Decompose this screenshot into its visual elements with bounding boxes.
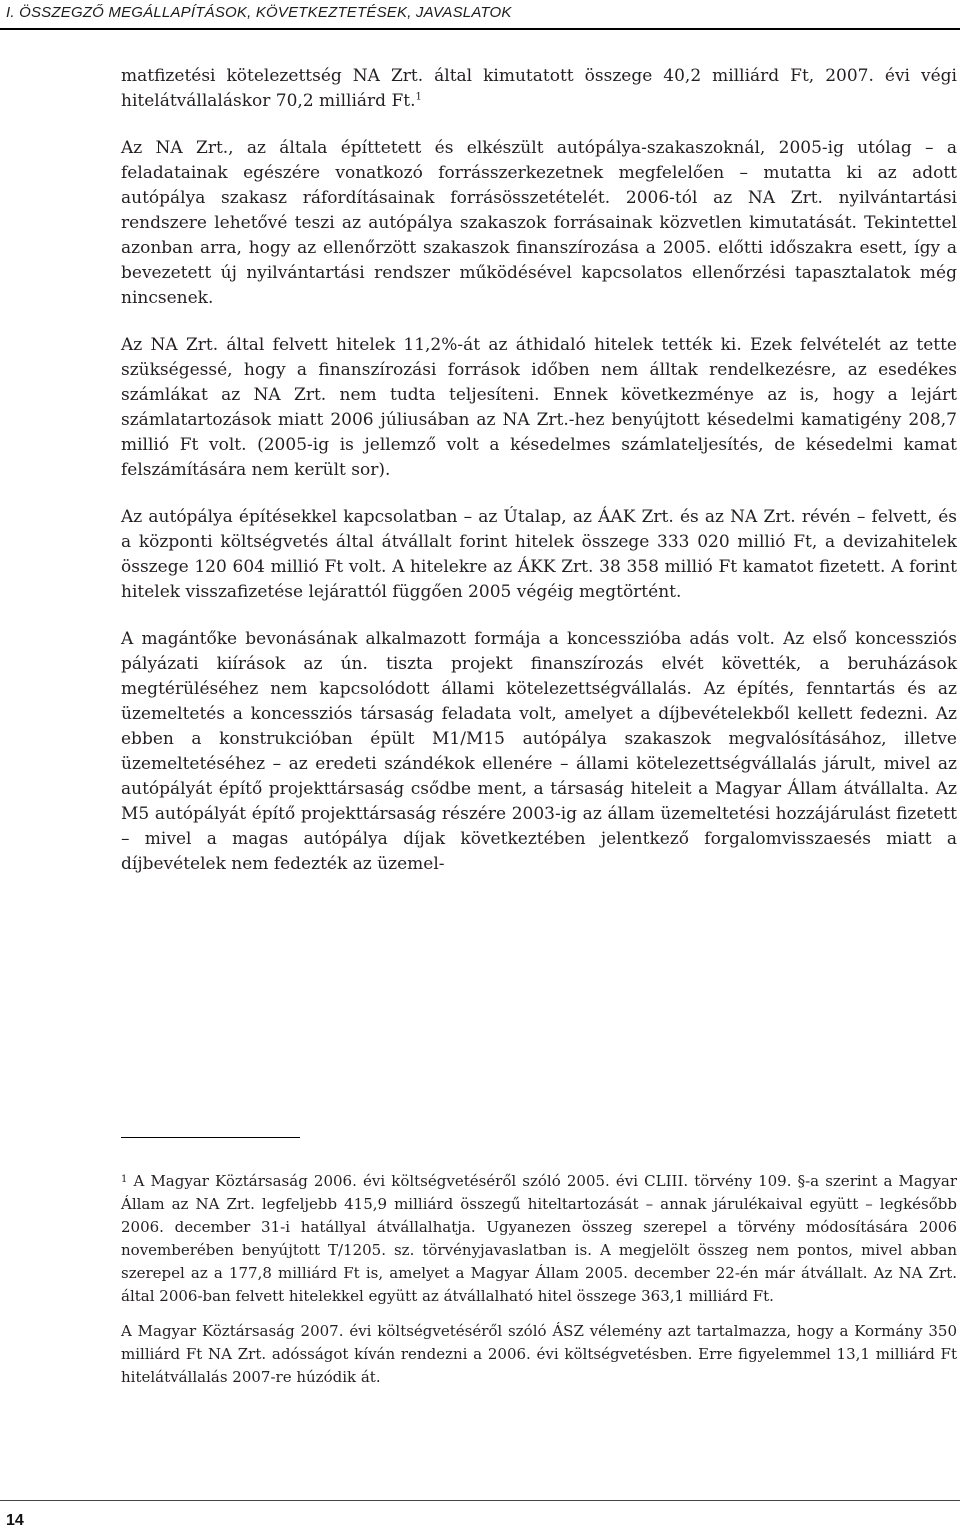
paragraph-2 (121, 136, 957, 311)
paragraph-text: A magántőke bevonásának alkalmazott formája a koncesszióba adás volt. Az első koncessziós pályázati kiírások az ún. tiszta projekt finanszírozás elvét követték, a beruházások megtérüléséhez nem kapcsolódott állami kötelezettségvállalás. Az építés, fenntartás és az üzemeltetés a koncessziós társaság feladata volt, amelyet a díjbevételekből kellett fedezni. Az ebben a konstrukcióban épült M1/M15 autópálya szakaszok megvalósításához, illetve üzemeltetéséhez – az eredeti szándékok ellenére – állami kötelezettségvállalás járult, mivel az autópályát építő projekttársaság csődbe ment, a társaság hiteleit a Magyar Állam átvállalta. Az M5 autópályát építő projekttársaság részére 2003-ig az állam üzemeltetési hozzájárulást fizetett – mivel a magas autópálya díjak következtében jelentkező forgalomvisszaesés miatt a díjbevételek nem fedezték az üzemel- (121, 629, 957, 874)
header-rule (0, 28, 960, 30)
paragraph-1 (121, 64, 957, 114)
footnote-text: A Magyar Köztársaság 2007. évi költségvetéséről szóló ÁSZ vélemény azt tartalmazza, hogy a Kormány 350 milliárd Ft NA Zrt. adósságot kíván rendezni a 2006. évi költségvetésben. Erre figyelemmel 13,1 milliárd Ft hitelátvállalás 2007-re húzódik át. (121, 1322, 957, 1386)
footnote-1-continued (121, 1320, 957, 1389)
footer-rule (0, 1500, 960, 1501)
paragraph-4 (121, 505, 957, 605)
paragraph-text: matfizetési kötelezettség NA Zrt. által kimutatott összege 40,2 milliárd Ft, 2007. évi végi hitelátvállaláskor 70,2 milliárd Ft. (121, 66, 957, 111)
paragraph-3 (121, 333, 957, 483)
paragraph-text: Az autópálya építésekkel kapcsolatban – az Útalap, az ÁAK Zrt. és az NA Zrt. révén – felvett, és a központi költségvetés által átvállalt forint hitelek összege 333 020 millió Ft, a devizahitelek összege 120 604 millió Ft volt. A hitelekre az ÁKK Zrt. 38 358 millió Ft kamatot fizetett. A forint hitelek visszafizetése lejárattól függően 2005 végéig megtörtént. (121, 507, 957, 602)
footnotes (121, 1170, 957, 1389)
running-header (6, 4, 512, 21)
paragraph-text: Az NA Zrt. által felvett hitelek 11,2%-át az áthidaló hitelek tették ki. Ezek felvételét az tette szükségessé, hogy a finanszírozási források időben nem álltak rendelkezésre, az esedékes számlákat az NA Zrt. nem tudta teljesíteni. Ennek következménye az is, hogy a lejárt számlatartozások miatt 2006 júliusában az NA Zrt.-hez benyújtott késedelmi kamatigény 208,7 millió Ft volt. (2005-ig is jellemző volt a késedelmes számlateljesítés, de késedelmi kamat felszámítására nem került sor). (121, 335, 957, 480)
chapter-title: I. ÖSSZEGZŐ MEGÁLLAPÍTÁSOK, KÖVETKEZTETÉSEK, JAVASLATOK (6, 4, 512, 21)
footnote-text: A Magyar Köztársaság 2006. évi költségvetéséről szóló 2005. évi CLIII. törvény 109. §-a szerint a Magyar Állam az NA Zrt. legfeljebb 415,9 milliárd összegű hiteltartozását – annak járulékaival együtt – legkésőbb 2006. december 31-i hatállyal átvállalhatja. Ugyanezen összeg szerepel a törvény módosítására 2006 novemberében benyújtott T/1205. sz. törvényjavaslatban is. A megjelölt összeg nem pontos, mivel abban szerepel az a 177,8 milliárd Ft is, amelyet a Magyar Állam 2005. december 22-én már átvállalt. Az NA Zrt. által 2006-ban felvett hitelekkel együtt az átvállalható hitel összege 363,1 milliárd Ft. (121, 1172, 957, 1305)
paragraph-text: Az NA Zrt., az általa építtetett és elkészült autópálya-szakaszoknál, 2005-ig utólag – a feladatainak egészére vonatkozó forrásszerkezetnek megfelelően – mutatta ki az adott autópálya szakasz ráfordításainak forrásösszetételét. 2006-tól az NA Zrt. nyilvántartási rendszere lehetővé teszi az autópálya szakaszok forrásainak közvetlen kimutatását. Tekintettel azonban arra, hogy az ellenőrzött szakaszok finanszírozása a 2005. előtti időszakra esett, így a bevezetett új nyilvántartási rendszer működésével kapcsolatos ellenőrzési tapasztalatok még nincsenek. (121, 138, 957, 308)
footnote-reference[interactable]: 1 (415, 91, 422, 103)
footnote-number: 1 (121, 1174, 128, 1185)
footnote-1 (121, 1170, 957, 1308)
footnote-separator (121, 1137, 300, 1138)
page-number: 14 (6, 1512, 24, 1529)
paragraph-5 (121, 627, 957, 877)
main-body (121, 64, 957, 877)
